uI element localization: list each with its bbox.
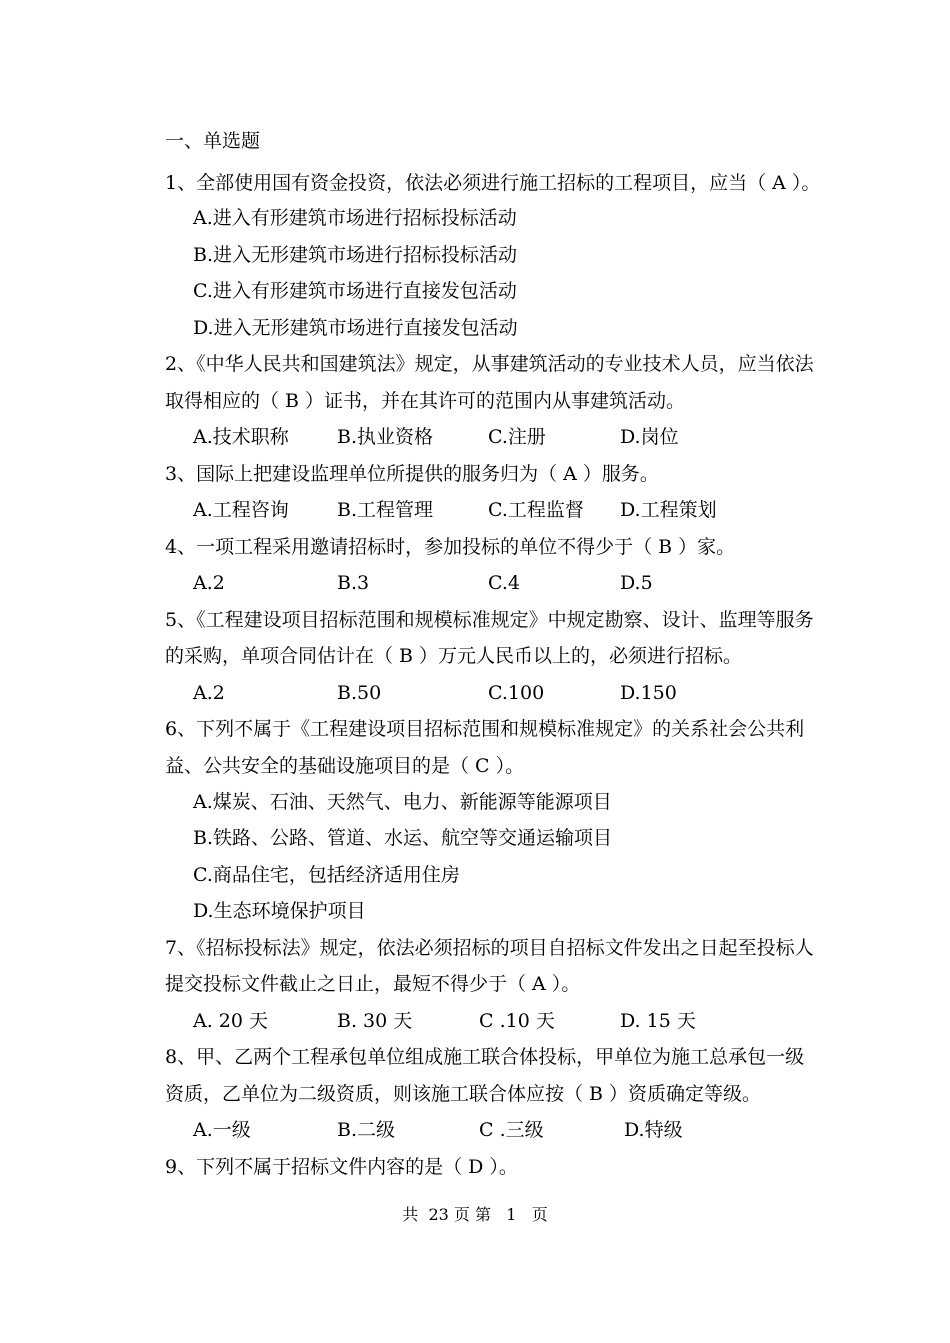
question-4-option-a: A.2 [193, 572, 225, 594]
question-2-option-c: C.注册 [488, 426, 546, 448]
question-2-option-a: A.技术职称 [193, 426, 289, 448]
question-8-option-a: A.一级 [193, 1119, 251, 1141]
question-6-option-a: A.煤炭、石油、天然气、电力、新能源等能源项目 [193, 791, 612, 813]
question-7-option-d: D. 15 天 [620, 1010, 696, 1032]
question-5-text-line-2: 的采购，单项合同估计在（ B ）万元人民币以上的，必须进行招标。 [165, 645, 743, 667]
question-2-option-b: B.执业资格 [337, 426, 434, 448]
section-title: 一、单选题 [165, 130, 261, 152]
question-5-option-a: A.2 [193, 682, 225, 704]
question-4-option-c: C.4 [488, 572, 520, 594]
page-footer: 共 23 页 第 1 页 [402, 1205, 548, 1224]
question-4-text: 4、一项工程采用邀请招标时，参加投标的单位不得少于（ B ）家。 [165, 536, 736, 558]
question-6-option-b: B.铁路、公路、管道、水运、航空等交通运输项目 [193, 827, 613, 849]
question-6-text-line-1: 6、下列不属于《工程建设项目招标范围和规模标准规定》的关系社会公共利 [165, 718, 805, 740]
question-7-text-line-2: 提交投标文件截止之日止，最短不得少于（ A ）。 [165, 973, 581, 995]
question-8-text-line-2: 资质，乙单位为二级资质，则该施工联合体应按（ B ）资质确定等级。 [165, 1083, 762, 1105]
question-8-option-c: C .三级 [479, 1119, 544, 1141]
question-6-option-c: C.商品住宅，包括经济适用住房 [193, 864, 460, 886]
question-5-option-c: C.100 [488, 682, 545, 704]
question-5-option-b: B.50 [337, 682, 382, 704]
question-7-option-a: A. 20 天 [193, 1010, 269, 1032]
question-1-option-c: C.进入有形建筑市场进行直接发包活动 [193, 280, 517, 302]
question-9-text: 9、下列不属于招标文件内容的是（ D ）。 [165, 1156, 518, 1178]
question-5-text-line-1: 5、《工程建设项目招标范围和规模标准规定》中规定勘察、设计、监理等服务 [165, 609, 814, 631]
question-1-text: 1、全部使用国有资金投资，依法必须进行施工招标的工程项目，应当（ A ）。 [165, 172, 821, 194]
question-1-option-a: A.进入有形建筑市场进行招标投标活动 [193, 207, 517, 229]
question-5-option-d: D.150 [620, 682, 677, 704]
question-8-text-line-1: 8、甲、乙两个工程承包单位组成施工联合体投标，甲单位为施工总承包一级 [165, 1046, 805, 1068]
question-6-text-line-2: 益、公共安全的基础设施项目的是（ C ）。 [165, 755, 525, 777]
question-3-option-c: C.工程监督 [488, 499, 584, 521]
question-7-text-line-1: 7、《招标投标法》规定，依法必须招标的项目自招标文件发出之日起至投标人 [165, 937, 814, 959]
question-7-option-c: C .10 天 [479, 1010, 555, 1032]
question-1-option-d: D.进入无形建筑市场进行直接发包活动 [193, 317, 518, 339]
question-7-option-b: B. 30 天 [337, 1010, 413, 1032]
question-4-option-b: B.3 [337, 572, 370, 594]
question-6-option-d: D.生态环境保护项目 [193, 900, 366, 922]
question-2-option-d: D.岗位 [620, 426, 679, 448]
question-2-text-line-2: 取得相应的（ B ）证书，并在其许可的范围内从事建筑活动。 [165, 390, 686, 412]
question-3-option-b: B.工程管理 [337, 499, 434, 521]
question-3-option-d: D.工程策划 [620, 499, 717, 521]
question-8-option-b: B.二级 [337, 1119, 396, 1141]
question-1-option-b: B.进入无形建筑市场进行招标投标活动 [193, 244, 518, 266]
question-3-option-a: A.工程咨询 [193, 499, 289, 521]
question-8-option-d: D.特级 [624, 1119, 683, 1141]
question-3-text: 3、国际上把建设监理单位所提供的服务归为（ A ）服务。 [165, 463, 659, 485]
question-2-text-line-1: 2、《中华人民共和国建筑法》规定，从事建筑活动的专业技术人员，应当依法 [165, 353, 814, 375]
question-4-option-d: D.5 [620, 572, 653, 594]
